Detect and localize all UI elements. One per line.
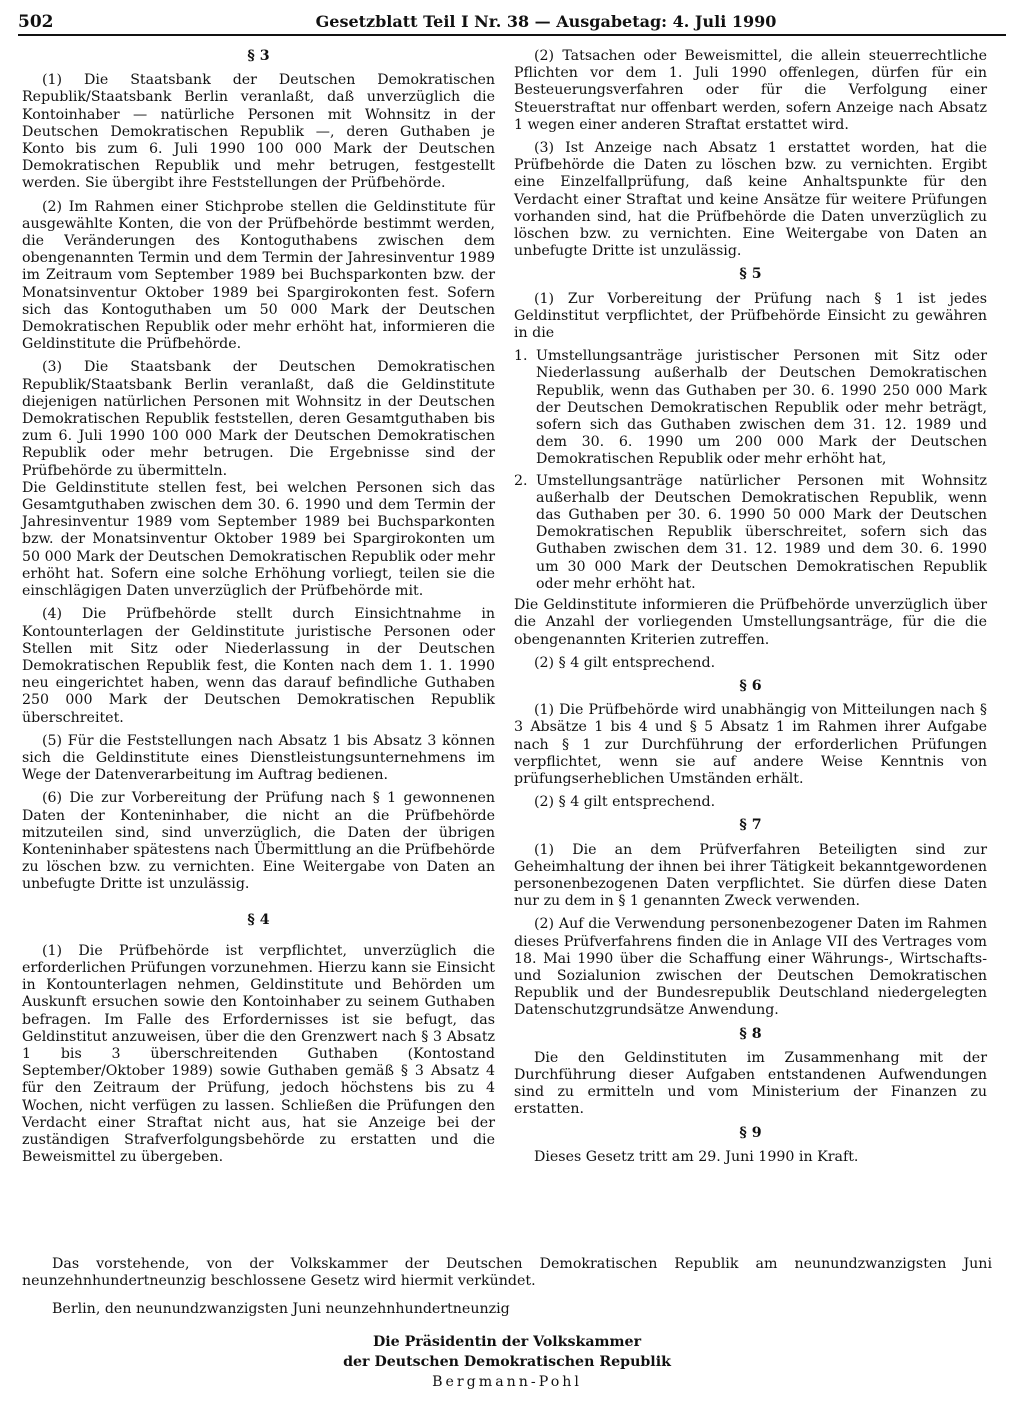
signatory-title-line-1: Die Präsidentin der Volkskammer [372, 1334, 642, 1350]
promulgation-block [22, 1256, 992, 1330]
section-5-paragraph-1: (1) Zur Vorbereitung der Prüfung nach § 1 ist jedes Geldinstitut verpflichtet, der Prüfbehörde Einsicht zu gewähren in die [514, 290, 987, 342]
section-5-list-item-1 [514, 348, 987, 468]
section-3-paragraph-1: (1) Die Staatsbank der Deutschen Demokratischen Republik/Staatsbank Berlin veranlaßt, daß unverzüglich die Kontoinhaber — natürliche Personen mit Wohnsitz in der Deutschen Demokratischen Republik —, deren Guthaben je Konto bis zum 6. Juli 1990 100 000 Mark der Deutschen Demokratischen Republik und mehr betrugen, festgestellt werden. Sie übergibt ihre Feststellungen der Prüfbehörde. [22, 72, 495, 192]
page-number: 502 [18, 12, 54, 32]
header-rule [18, 34, 1006, 36]
section-5-paragraph-2: (2) § 4 gilt entsprechend. [534, 654, 716, 671]
section-5-list-item-2 [514, 473, 987, 593]
section-9-paragraph-1: Dieses Gesetz tritt am 29. Juni 1990 in Kraft. [534, 1148, 859, 1165]
section-7-paragraph-2: (2) Auf die Verwendung personenbezogener Daten im Rahmen dieses Prüfverfahrens finden die in Anlage VII des Vertrages vom 18. Mai 1990 über die Schaffung einer Währungs-, Wirtschafts- und Sozialunion zwischen der Deutschen Demokratischen Republik und der Bundesrepublik Deutschland niedergelegten Datenschutzgrundsätze Anwendung. [514, 916, 987, 1019]
section-5-paragraph-1-tail: Die Geldinstitute informieren die Prüfbehörde unverzüglich über die Anzahl der vorliegenden Umstellungsanträge, für die die obengenannten Kriterien zutreffen. [514, 597, 987, 648]
section-9-heading: § 9 [739, 1124, 762, 1141]
section-3-paragraph-6: (6) Die zur Vorbereitung der Prüfung nach § 1 gewonnenen Daten der Konteninhaber, die nicht an die Prüfbehörde mitzuteilen sind, sind unverzüglich, die Daten der übrigen Konteninhaber spätestens nach Übermittlung an die Prüfbehörde zu löschen bzw. zu vernichten. Eine Weitergabe von Daten an unbefugte Dritte ist unzulässig. [22, 790, 495, 893]
left-column [22, 48, 495, 1172]
section-3-paragraph-5: (5) Für die Feststellungen nach Absatz 1 bis Absatz 3 können sich die Geldinstitute eines Dienstleistungsunternehmens im Wege der Datenverarbeitung im Auftrag bedienen. [22, 732, 495, 784]
list-item-text: Umstellungsanträge juristischer Personen mit Sitz oder Niederlassung außerhalb der Deutschen Demokratischen Republik, wenn das Guthaben per 30. 6. 1990 250 000 Mark der Deutschen Demokratischen Republik oder mehr beträgt, sofern sich das Guthaben zwischen dem 31. 12. 1989 und dem 30. 6. 1990 um 200 000 Mark der Deutschen Demokratischen Republik oder mehr erhöht hat, [536, 348, 987, 468]
list-item-text: Umstellungsanträge natürlicher Personen mit Wohnsitz außerhalb der Deutschen Demokratischen Republik, wenn das Guthaben per 30. 6. 1990 50 000 Mark der Deutschen Demokratischen Republik überschreitet, sofern sich das Guthaben zwischen dem 31. 12. 1989 und dem 30. 6. 1990 um 30 000 Mark der Deutschen Demokratischen Republik oder mehr erhöht hat. [536, 472, 987, 592]
section-8-paragraph-1: Die den Geldinstituten im Zusammenhang mit der Durchführung dieser Aufgaben entstandenen Aufwendungen sind zu ermitteln und vom Ministerium der Finanzen zu erstatten. [514, 1049, 987, 1118]
section-4-paragraph-2: (2) Tatsachen oder Beweismittel, die allein steuerrechtliche Pflichten vor dem 1. Juli 1990 offenlegen, dürfen für ein Besteuerungsverfahren oder für die Verfolgung einer Steuerstraftat nur offenbart werden, sofern Anzeige nach Absatz 1 wegen einer anderen Straftat erstattet wird. [514, 48, 987, 133]
signatory-title-line-2: der Deutschen Demokratischen Republik [343, 1354, 671, 1370]
section-4-paragraph-3: (3) Ist Anzeige nach Absatz 1 erstattet worden, hat die Prüfbehörde die Daten zu löschen bzw. zu vernichten. Ergibt eine Einzelfallprüfung, daß keine Anhaltspunkte für den Verdacht einer Straftat und keine Ansätze für weitere Prüfungen vorhanden sind, hat die Prüfbehörde die Daten unverzüglich zu löschen bzw. zu vernichten. Eine Weitergabe von Daten an unbefugte Dritte ist unzulässig. [514, 140, 987, 260]
page-header [18, 6, 1006, 36]
section-4-paragraph-1: (1) Die Prüfbehörde ist verpflichtet, unverzüglich die erforderlichen Prüfungen vorzunehmen. Hierzu kann sie Einsicht in Kontounterlagen nehmen, Geldinstitute und Behörden um Auskunft ersuchen sowie den Kontoinhaber zu seinem Guthaben befragen. Im Falle des Erfordernisses ist sie befugt, das Geldinstitut anzuweisen, über die den Grenzwert nach § 3 Absatz 1 bis 3 überschreitenden Guthaben (Kontostand September/Oktober 1989) sowie Guthaben gemäß § 3 Absatz 4 für den Zeitraum der Prüfung, jedoch höchstens bis zu 4 Wochen, nicht verfügen zu lassen. Schließen die Prüfungen den Verdacht einer Straftat nicht aus, hat sie Anzeige bei der zuständigen Strafverfolgungsbehörde zu erstatten und die Beweismittel zu übergeben. [22, 942, 495, 1166]
section-7-heading: § 7 [739, 817, 762, 834]
promulgation-text: Das vorstehende, von der Volkskammer der Deutschen Demokratischen Republik am neunundzwanzigsten Juni neunzehnhundertneunzig beschlossene Gesetz wird hiermit verkündet. [22, 1256, 992, 1290]
section-5-heading: § 5 [739, 266, 762, 283]
place-and-date: Berlin, den neunundzwanzigsten Juni neunzehnhundertneunzig [52, 1301, 510, 1318]
signature-block [22, 1332, 992, 1390]
section-6-paragraph-2: (2) § 4 gilt entsprechend. [534, 794, 716, 811]
section-6-paragraph-1: (1) Die Prüfbehörde wird unabhängig von Mitteilungen nach § 3 Absätze 1 bis 4 und § 5 Absatz 1 im Rahmen ihrer Aufgabe nach § 1 zur Durchführung der erforderlichen Prüfungen verpflichtet, wenn sie auf andere Weise Kenntnis von prüfungserheblichen Umständen erhält. [514, 702, 987, 787]
section-3-heading: § 3 [247, 48, 270, 64]
section-6-heading: § 6 [739, 677, 762, 694]
signatory-name: Bergmann-Pohl [432, 1374, 582, 1390]
section-4-heading: § 4 [247, 911, 270, 928]
right-column [514, 48, 987, 1172]
section-7-paragraph-1: (1) Die an dem Prüfverfahren Beteiligten sind zur Geheimhaltung der ihnen bei ihrer Tätigkeit bekanntgewordenen personenbezogenen Daten verpflichtet. Sie dürfen diese Daten nur zu dem in § 1 genannten Zweck verwenden. [514, 841, 987, 910]
section-3-paragraph-3-continued: Die Geldinstitute stellen fest, bei welchen Personen sich das Gesamtguthaben zwischen dem 30. 6. 1990 und dem Termin der Jahresinventur 1989 vom September 1989 bei Buchsparkonten bzw. der Monatsinventur Oktober 1989 bei Spargirokonten um 50 000 Mark der Deutschen Demokratischen Republik oder mehr erhöht hat. Sofern eine solche Erhöhung vorliegt, teilen sie die einschlägigen Daten unverzüglich der Prüfbehörde mit. [22, 479, 495, 600]
running-head: Gesetzblatt Teil I Nr. 38 — Ausgabetag: 4. Juli 1990 [315, 12, 777, 31]
list-item-number: 2. [514, 472, 528, 489]
section-3-paragraph-2: (2) Im Rahmen einer Stichprobe stellen die Geldinstitute für ausgewählte Konten, die von der Prüfbehörde bestimmt werden, die Veränderungen des Kontoguthabens zwischen dem obengenannten Termin und dem Termin der Jahresinventur 1989 im Zeitraum vom September 1989 bei Buchsparkonten bzw. der Monatsinventur Oktober 1989 bei Spargirokonten fest. Sofern sich das Kontoguthaben um 50 000 Mark der Deutschen Demokratischen Republik oder mehr erhöht hat, informieren die Geldinstitute die Prüfbehörde. [22, 198, 495, 353]
section-3-paragraph-3: (3) Die Staatsbank der Deutschen Demokratischen Republik/Staatsbank Berlin veranlaßt, daß die Geldinstitute diejenigen natürlichen Personen mit Wohnsitz in der Deutschen Demokratischen Republik feststellen, deren Gesamtguthaben bis zum 6. Juli 1990 100 000 Mark der Deutschen Demokratischen Republik oder mehr betrugen. Die Ergebnisse sind der Prüfbehörde zu übermitteln. [22, 359, 495, 479]
list-item-number: 1. [514, 348, 528, 365]
section-8-heading: § 8 [739, 1025, 762, 1042]
section-3-paragraph-4: (4) Die Prüfbehörde stellt durch Einsichtnahme in Kontounterlagen der Geldinstitute juristische Personen oder Stellen mit Sitz oder Niederlassung in der Deutschen Demokratischen Republik fest, die Konten nach dem 1. 1. 1990 neu eingerichtet haben, wenn das darauf befindliche Guthaben 250 000 Mark der Deutschen Demokratischen Republik überschreitet. [22, 606, 495, 726]
